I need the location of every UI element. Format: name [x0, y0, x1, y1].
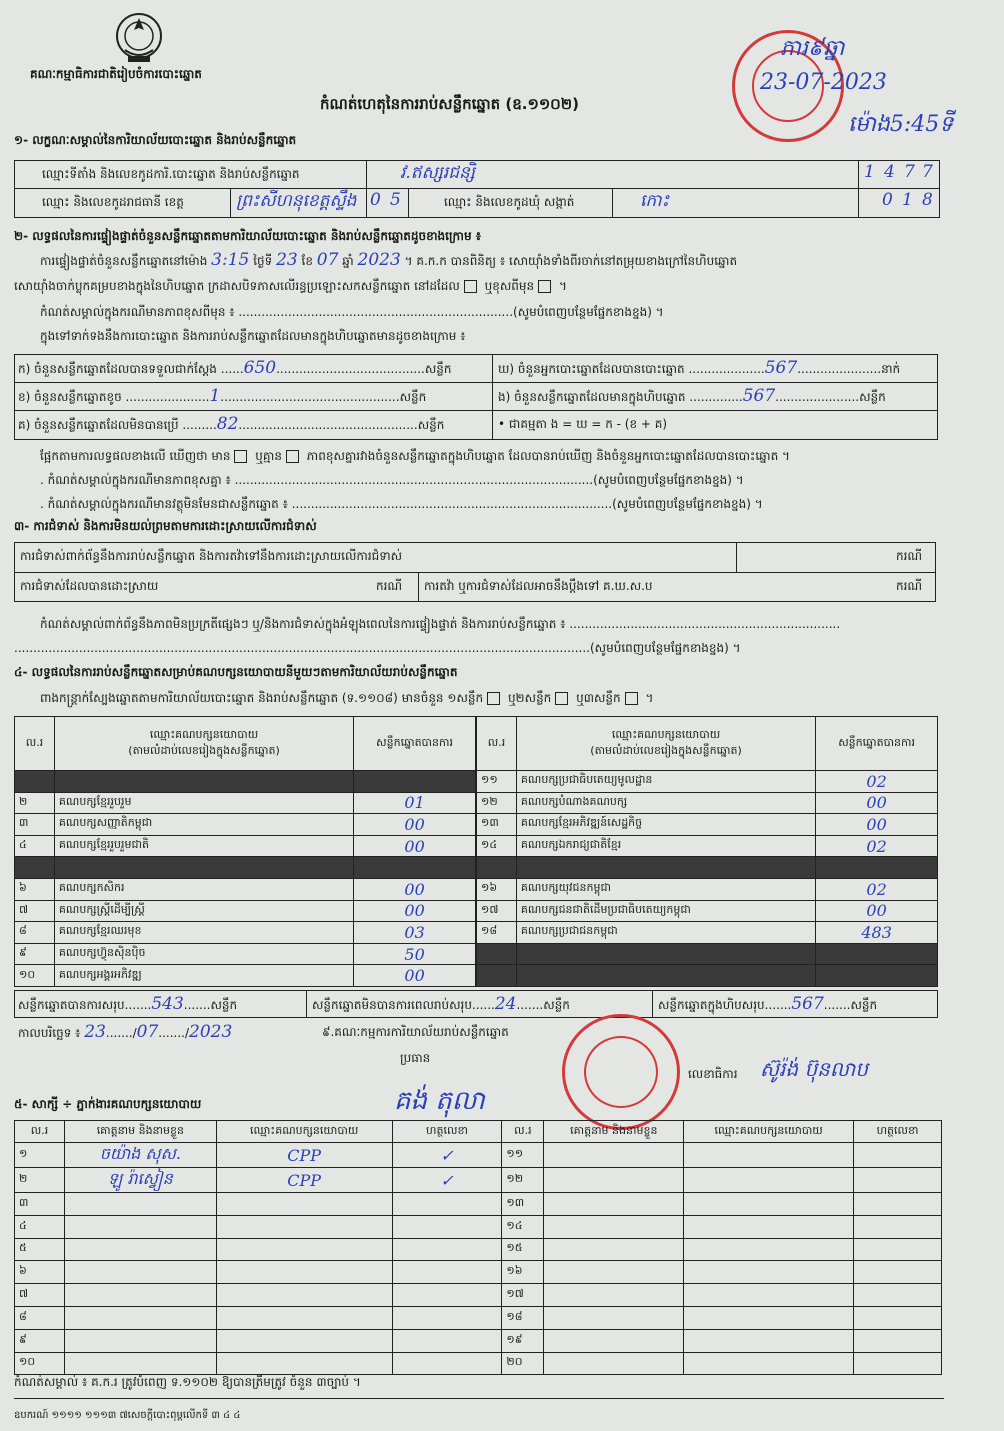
witness-name	[64, 1193, 216, 1216]
witness-name	[544, 1352, 684, 1375]
count-spoiled: ខ) ចំនួនសន្លឹកឆ្នោតខូច ......................1...............................................សន្លឹក	[18, 386, 427, 406]
party-votes: 00	[354, 900, 476, 922]
witness-signature	[854, 1284, 942, 1307]
stamp-note-line2: 23-07-2023	[760, 70, 887, 95]
stamp-note-line3: ម៉ោង5:45ទី	[848, 112, 954, 137]
party-no: ១៦	[477, 878, 517, 900]
witness-no: ១៨	[502, 1306, 544, 1329]
witness-party	[216, 1306, 392, 1329]
witness-party	[684, 1261, 854, 1284]
discrepancy-line: ផ្អែកតាមការលទ្ធផលខាងលើ ឃើញថា មាន ឬគ្មាន ភាពខុសគ្នារវាងចំនួនសន្លឹកឆ្នោតក្នុងហិបឆ្នោត ដែលបានរាប់ឃើញ និងចំនួនអ្នកបោះឆ្នោតដែលបានបោះឆ្នោត ។	[40, 449, 790, 463]
party-no: ១៤	[477, 835, 517, 857]
party-no	[477, 857, 517, 879]
witness-no: ១	[15, 1143, 65, 1168]
complaints-appeal-unit: ករណី	[896, 579, 923, 593]
witness-row	[15, 1352, 942, 1375]
witness-signature	[392, 1193, 502, 1216]
party-no	[15, 857, 55, 879]
party-no: ១៨	[477, 922, 517, 944]
witness-no: ៩	[15, 1329, 65, 1352]
location-code-digit: 7	[922, 162, 933, 182]
party-name: គណបក្សខ្មែរឈរមុខ	[54, 922, 353, 944]
witness-party: CPP	[216, 1168, 392, 1193]
section5-heading: ៥- សាក្សី ÷ ភ្នាក់ងារគណបក្សនយោបាយ	[14, 1097, 202, 1111]
witness-signature	[854, 1329, 942, 1352]
party-no: ១៧	[477, 900, 517, 922]
party-name: គណបក្សកសិករ	[54, 878, 353, 900]
commune-code-digit: 0	[882, 190, 893, 210]
party-name	[516, 943, 815, 965]
witness-name	[64, 1238, 216, 1261]
witness-name	[544, 1215, 684, 1238]
party-name: គណបក្សប្រជាជនកម្ពុជា	[516, 922, 815, 944]
location-code-digit: 4	[884, 162, 895, 182]
party-name	[516, 857, 815, 879]
witness-signature	[854, 1238, 942, 1261]
party-votes	[354, 771, 476, 793]
commune-code-digit: 8	[922, 190, 933, 210]
party-row	[15, 857, 476, 879]
witness-party	[216, 1352, 392, 1375]
party-no: ២	[15, 792, 55, 814]
witness-name	[544, 1284, 684, 1307]
irregularity-hint: .......................................................................................................................................................(សូមបំពេញបន្ថែមផ្នែកខាងខ្នង) ។	[14, 641, 741, 655]
section2-heading: ២- លទ្ធផលនៃការផ្ទៀងផ្ទាត់ចំនួនសន្លឹកឆ្នោតតាមការិយាល័យបោះឆ្នោត និងរាប់សន្លឹកឆ្នោតដូចខាងក្រោម ៖	[14, 229, 482, 243]
party-name: គណបក្សខ្មែររួបរួមជាតិ	[54, 835, 353, 857]
witness-name	[64, 1261, 216, 1284]
witness-name	[64, 1329, 216, 1352]
total-invalid: សន្លឹកឆ្នោតមិនបានការពេលរាប់សរុប......24.......សន្លឹក	[312, 994, 570, 1014]
secretary-signature: ស៊ូរ៉ង់ ប៊ុនលាប	[760, 1057, 868, 1081]
witness-party	[684, 1329, 854, 1352]
party-no: ១២	[477, 792, 517, 814]
witness-name	[64, 1215, 216, 1238]
committee-stamp-inner-icon	[584, 1036, 658, 1108]
witness-party	[216, 1193, 392, 1216]
irregularity-note: កំណត់សម្គាល់ពាក់ព័ន្ធនឹងភាពមិនប្រក្រតីផ្សេងៗ ឬ/និងការជំទាស់ក្នុងអំឡុងពេលនៃការផ្ទៀងផ្ទាត់ និងការរាប់សន្លឹកឆ្នោត ៖ .......................................................................	[40, 617, 841, 631]
party-no	[477, 965, 517, 987]
party-votes: 02	[816, 771, 938, 793]
party-row	[15, 878, 476, 900]
col-votes: សន្លឹកឆ្នោតបានការ	[354, 717, 476, 771]
three-sheet-checkbox[interactable]	[625, 692, 638, 705]
col-no: ល.រ	[15, 717, 55, 771]
verify-line: ការផ្ទៀងផ្ទាត់ចំនួនសន្លឹកឆ្នោតនៅម៉ោង 3:15 ថ្ងៃទី 23 ខែ 07 ឆ្នាំ 2023 ។ គ.ក.ក បានពិនិត្យ ៖ សោយ៉ាំងទាំងពីរចាក់នៅតម្រុយខាងក្រៅនៃហិបឆ្នោត	[40, 250, 738, 270]
party-row	[477, 771, 938, 793]
party-name: គណបក្សឯករាជ្យជាតិខ្មែរ	[516, 835, 815, 857]
party-name	[54, 857, 353, 879]
count-received: ក) ចំនួនសន្លឹកឆ្នោតដែលបានទទួលជាក់ស្តែង ......650.......................................សន្លឹក	[18, 358, 452, 378]
party-no: ១១	[477, 771, 517, 793]
count-unused: គ) ចំនួនសន្លឹកឆ្នោតដែលមិនបានប្រើ .........82...............................................សន្លឹក	[18, 414, 445, 434]
witness-party: CPP	[216, 1143, 392, 1168]
witness-row	[15, 1306, 942, 1329]
diff-note-line: កំណត់សម្គាល់ក្នុងករណីមានភាពខុសពីមុន ៖ ........................................................................(សូមបំពេញបន្ថែមផ្នែកខាងខ្នង) ។	[40, 305, 664, 319]
province-code-digit: 0	[370, 190, 381, 210]
formula-text: • ជាគម្មតា ង = ឃ = ក - (ខ + គ)	[498, 417, 668, 431]
witness-no: ៧	[15, 1284, 65, 1307]
party-no: ១០	[15, 965, 55, 987]
party-votes: 00	[354, 835, 476, 857]
witness-signature	[392, 1238, 502, 1261]
section4-heading: ៤- លទ្ធផលនៃការរាប់សន្លឹកឆ្នោតសម្រាប់គណបក្សនយោបាយនីមួយៗតាមការិយាល័យរាប់សន្លឹកឆ្នោត	[14, 665, 458, 679]
party-row	[15, 965, 476, 987]
witness-no: ៦	[15, 1261, 65, 1284]
party-votes: 00	[816, 814, 938, 836]
party-name: គណបក្សយុវជនកម្ពុជា	[516, 878, 815, 900]
party-no: ៧	[15, 900, 55, 922]
seal-line: សោយ៉ាំងចាក់ប្លុកគម្របខាងក្នុងនៃហិបឆ្នោត ក្រដាសបិទភាសលើរន្ធប្រឡោះសកសន្លឹកឆ្នោត នៅដដែល ឬខុសពីមុន ។	[14, 279, 567, 293]
chair-label: ប្រធាន	[400, 1051, 431, 1065]
stamp-note-line1: ភារ៩ឆ្នា	[780, 36, 845, 61]
witness-name: ឡូ រ៉ាស្វៀន	[64, 1168, 216, 1193]
section3-heading: ៣- ការជំទាស់ និងការមិនយល់ព្រមតាមការដោះស្រាយលើការជំទាស់	[14, 519, 317, 533]
location-value: វ.ឥស្សរជន្សិ	[400, 163, 475, 183]
witness-name	[64, 1306, 216, 1329]
page-title: កំណត់ហេតុនៃការរាប់សន្លឹកឆ្នោត (ឧ.១១០២)	[320, 95, 580, 113]
witness-party	[684, 1168, 854, 1193]
witness-row	[15, 1238, 942, 1261]
verify-day: 23	[276, 250, 298, 270]
party-votes: 00	[354, 965, 476, 987]
party-votes: 483	[816, 922, 938, 944]
witness-no: ១៩	[502, 1329, 544, 1352]
tally-sheet-line: ពាងកន្ត្រាក់ស្បែងឆ្នោតតាមការិយាល័យបោះឆ្នោត និងរាប់សន្លឹកឆ្នោត (ទ.១១០៨) មានចំនួន ១សន្លឹក ឬ២សន្លឹក ឬ៣សន្លឹក ។	[40, 691, 654, 705]
witness-party	[216, 1261, 392, 1284]
secretary-label: លេខាធិការ	[688, 1067, 738, 1081]
party-votes: 01	[354, 792, 476, 814]
party-votes	[816, 857, 938, 879]
party-row	[15, 835, 476, 857]
count-intro: ក្នុងទៅទាក់ទងនឹងការបោះឆ្នោត និងការរាប់សន្លឹកឆ្នោតដែលមានក្នុងហិបឆ្នោតមានដូចខាងក្រោម ៖	[40, 329, 466, 343]
emblem-icon	[108, 10, 170, 66]
total-in-box: សន្លឹកឆ្នោតក្នុងហិបសរុប.......567.......សន្លឹក	[658, 994, 878, 1014]
witness-party	[684, 1143, 854, 1168]
province-label: ឈ្មោះ និងលេខកូដរាជធានី ខេត្ត	[42, 195, 184, 209]
party-votes: 50	[354, 943, 476, 965]
party-votes	[816, 965, 938, 987]
witness-party	[216, 1329, 392, 1352]
witness-no: ៣	[15, 1193, 65, 1216]
witness-no: ៤	[15, 1215, 65, 1238]
committee-label: ៩.គណៈកម្មការការិយាល័យរាប់សន្លឹកឆ្នោត	[322, 1025, 509, 1039]
party-row	[15, 814, 476, 836]
witness-signature	[392, 1352, 502, 1375]
witness-name	[544, 1261, 684, 1284]
complaints-row1: ការជំទាស់ពាក់ព័ន្ធនឹងការរាប់សន្លឹកឆ្នោត និងការតវ៉ាទៅនឹងការដោះស្រាយលើការជំទាស់	[20, 549, 403, 563]
witness-name	[544, 1143, 684, 1168]
party-row	[477, 857, 938, 879]
witness-row	[15, 1143, 942, 1168]
party-row	[15, 900, 476, 922]
witness-signature	[854, 1143, 942, 1168]
witness-name	[544, 1193, 684, 1216]
party-name: គណបក្សអង្គរអភិវឌ្ឍ	[54, 965, 353, 987]
discrepancy-no-checkbox[interactable]	[286, 450, 299, 463]
witness-party	[216, 1215, 392, 1238]
witness-row	[15, 1215, 942, 1238]
location-label: ឈ្មោះទីតាំង និងលេខកូដការិ.បោះឆ្នោត និងរាប់សន្លឹកឆ្នោត	[42, 167, 300, 181]
witness-party	[684, 1306, 854, 1329]
party-name: គណបក្សជនជាតិដើមប្រជាធិបតេយ្យកម្ពុជា	[516, 900, 815, 922]
party-votes: 00	[354, 878, 476, 900]
total-valid: សន្លឹកឆ្នោតបានការសរុប.......543.......សន្លឹក	[18, 994, 238, 1014]
party-no: ៦	[15, 878, 55, 900]
commune-code-digit: 1	[902, 190, 913, 210]
witness-signature	[392, 1329, 502, 1352]
witness-party	[216, 1284, 392, 1307]
party-row	[477, 965, 938, 987]
witness-signature: ✓	[392, 1143, 502, 1168]
witness-signature	[392, 1261, 502, 1284]
witness-signature	[854, 1306, 942, 1329]
party-no: ៤	[15, 835, 55, 857]
province-value: ព្រះសីហនុខេត្តស្ទឹង	[236, 191, 357, 211]
party-name	[54, 771, 353, 793]
one-sheet-checkbox[interactable]	[487, 692, 500, 705]
witness-party	[684, 1238, 854, 1261]
witness-party	[216, 1238, 392, 1261]
discrepancy-note: . កំណត់សម្គាល់ក្នុងករណីមានភាពខុសគ្នា ៖ ..............................................................................................(សូមបំពេញបន្ថែមផ្នែកខាងខ្នង) ។	[40, 473, 744, 487]
chair-signature: គង់ តុលា	[394, 1086, 485, 1116]
witness-no: ២០	[502, 1352, 544, 1375]
witness-party	[684, 1193, 854, 1216]
witness-no: ៥	[15, 1238, 65, 1261]
party-row	[477, 792, 938, 814]
party-row	[477, 922, 938, 944]
witness-name	[544, 1168, 684, 1193]
party-name: គណបក្សស្ត្រីដើម្បីស្ត្រី	[54, 900, 353, 922]
col-party: ឈ្មោះគណបក្សនយោបាយ (តាមលំដាប់លេខរៀងក្នុងសន្លឹកឆ្នោត)	[54, 717, 353, 771]
witness-name	[544, 1306, 684, 1329]
witness-row	[15, 1261, 942, 1284]
witness-name	[544, 1238, 684, 1261]
col-votes: សន្លឹកឆ្នោតបានការ	[816, 717, 938, 771]
party-name: គណបក្សប្រជាធិបតេយ្យមូលដ្ឋាន	[516, 771, 815, 793]
party-votes: 03	[354, 922, 476, 944]
count-in-box: ង) ចំនួនសន្លឹកឆ្នោតដែលមានក្នុងហិបឆ្នោត ..............567......................សន្លឹក	[498, 386, 886, 406]
witness-no: ១១	[502, 1143, 544, 1168]
unchanged-checkbox[interactable]	[464, 280, 477, 293]
witness-signature	[854, 1193, 942, 1216]
witness-no: ១០	[15, 1352, 65, 1375]
changed-checkbox[interactable]	[538, 280, 551, 293]
party-name: គណបក្សខ្មែររួបរួម	[54, 792, 353, 814]
footer-note: កំណត់សម្គាល់ ៖ គ.ក.រ ត្រូវបំពេញ ទ.១១០២ ឱ្យបានត្រឹមត្រូវ ចំនួន ៣ច្បាប់ ។	[14, 1375, 361, 1389]
footer-print: ឧបករណ៍ ១១១១ ១១១៣ ៧សេចក្តីបោះពុម្ពលើកទី ៣ ៤ ៤	[14, 1410, 241, 1421]
party-row	[477, 878, 938, 900]
complaints-appeal: ការតវ៉ា ឬការជំទាស់ដែលអាចនឹងប្តឹងទៅ គ.ឃ.ស.ប	[424, 579, 653, 593]
witness-party	[684, 1215, 854, 1238]
commune-label: ឈ្មោះ និងលេខកូដឃុំ សង្កាត់	[444, 195, 575, 209]
party-votes: 00	[354, 814, 476, 836]
witness-signature	[854, 1261, 942, 1284]
witness-signature	[854, 1352, 942, 1375]
party-row	[477, 814, 938, 836]
col-party: ឈ្មោះគណបក្សនយោបាយ (តាមលំដាប់លេខរៀងក្នុងសន្លឹកឆ្នោត)	[516, 717, 815, 771]
location-code-digit: 7	[904, 162, 915, 182]
sign-date: កាលបរិច្ឆេទ ៖ 23......./07......./2023	[18, 1022, 233, 1042]
party-row	[15, 792, 476, 814]
complaints-resolved-unit: ករណី	[376, 579, 403, 593]
two-sheet-checkbox[interactable]	[555, 692, 568, 705]
witness-no: ១៣	[502, 1193, 544, 1216]
party-votes	[354, 857, 476, 879]
verify-month: 07	[316, 250, 339, 270]
witness-name	[544, 1329, 684, 1352]
witness-signature	[392, 1215, 502, 1238]
party-name	[516, 965, 815, 987]
party-no: ៨	[15, 922, 55, 944]
party-name: គណបក្សខ្មែរអភិវឌ្ឍន៍សេដ្ឋកិច្ច	[516, 814, 815, 836]
witness-no: ១៥	[502, 1238, 544, 1261]
party-row	[15, 922, 476, 944]
party-row	[15, 943, 476, 965]
discrepancy-yes-checkbox[interactable]	[234, 450, 247, 463]
witness-name: ចយ៉ាង សុស.	[64, 1143, 216, 1168]
party-no	[477, 943, 517, 965]
location-code-digit: 1	[864, 162, 875, 182]
party-row	[477, 900, 938, 922]
witness-signature	[854, 1168, 942, 1193]
party-row	[477, 835, 938, 857]
complaints-resolved: ការជំទាស់ដែលបានដោះស្រាយ	[20, 579, 159, 593]
party-votes	[816, 943, 938, 965]
foreign-object-note: . កំណត់សម្គាល់ក្នុងករណីមានវត្ថុមិនមែនជាសន្លឹកឆ្នោត ៖ ....................................................................................(សូមបំពេញបន្ថែមផ្នែកខាងខ្នង) ។	[40, 497, 763, 511]
witness-table: ល.រ គោត្តនាម និងនាមខ្លួន ឈ្មោះគណបក្សនយោបាយ ហត្ថលេខា ល.រ គោត្តនាម និងនាមខ្លួន ឈ្មោះគណបក្សនយោបាយ ហត្ថលេខា ១ ចយ៉ាង សុស. CPP ✓ ១១ ២ ឡូ រ៉ាស្វៀន CPP ✓ ១២ ៣ ១៣ ៤ ១៤ ៥ ១៥ ៦ ១៦ ៧ ១៧ ៨ ១៨ ៩ ១៩ ១០ ២០	[14, 1120, 942, 1375]
witness-name	[64, 1284, 216, 1307]
complaints-row1-unit: ករណី	[896, 549, 923, 563]
province-code-digit: 5	[390, 190, 401, 210]
witness-party	[684, 1352, 854, 1375]
witness-name	[64, 1352, 216, 1375]
witness-no: ២	[15, 1168, 65, 1193]
org-name: គណៈកម្មាធិការជាតិរៀបចំការបោះឆ្នោត	[30, 67, 202, 81]
party-votes: 00	[816, 792, 938, 814]
count-voters: ឃ) ចំនួនអ្នកបោះឆ្នោតដែលបានបោះឆ្នោត ....................567......................នាក់	[498, 358, 901, 378]
witness-row	[15, 1329, 942, 1352]
col-no: ល.រ	[477, 717, 517, 771]
verify-time: 3:15	[211, 250, 250, 270]
witness-signature: ✓	[392, 1168, 502, 1193]
section1-heading: ១- លក្ខណៈសម្គាល់នៃការិយាល័យបោះឆ្នោត និងរាប់សន្លឹកឆ្នោត	[14, 133, 297, 147]
witness-row	[15, 1193, 942, 1216]
party-no	[15, 771, 55, 793]
results-table-right	[476, 716, 938, 987]
results-table-left	[14, 716, 476, 987]
party-no: ៩	[15, 943, 55, 965]
party-row	[477, 943, 938, 965]
witness-row	[15, 1168, 942, 1193]
witness-signature	[392, 1306, 502, 1329]
party-row	[15, 771, 476, 793]
witness-no: ១៧	[502, 1284, 544, 1307]
party-name: គណបក្សបំណាងគណបក្ស	[516, 792, 815, 814]
verify-year: 2023	[357, 250, 401, 270]
witness-no: ១៦	[502, 1261, 544, 1284]
party-votes: 02	[816, 878, 938, 900]
party-votes: 00	[816, 900, 938, 922]
party-name: គណបក្សសញ្ញាតិកម្ពុជា	[54, 814, 353, 836]
commune-value: កោះ	[640, 191, 670, 211]
party-no: ១៣	[477, 814, 517, 836]
witness-no: ១៤	[502, 1215, 544, 1238]
witness-no: ១២	[502, 1168, 544, 1193]
witness-signature	[854, 1215, 942, 1238]
witness-no: ៨	[15, 1306, 65, 1329]
party-no: ៣	[15, 814, 55, 836]
party-votes: 02	[816, 835, 938, 857]
witness-signature	[392, 1284, 502, 1307]
witness-row	[15, 1284, 942, 1307]
witness-party	[684, 1284, 854, 1307]
party-name: គណបក្សហ៊្វុនស៊ិនប៉ិច	[54, 943, 353, 965]
